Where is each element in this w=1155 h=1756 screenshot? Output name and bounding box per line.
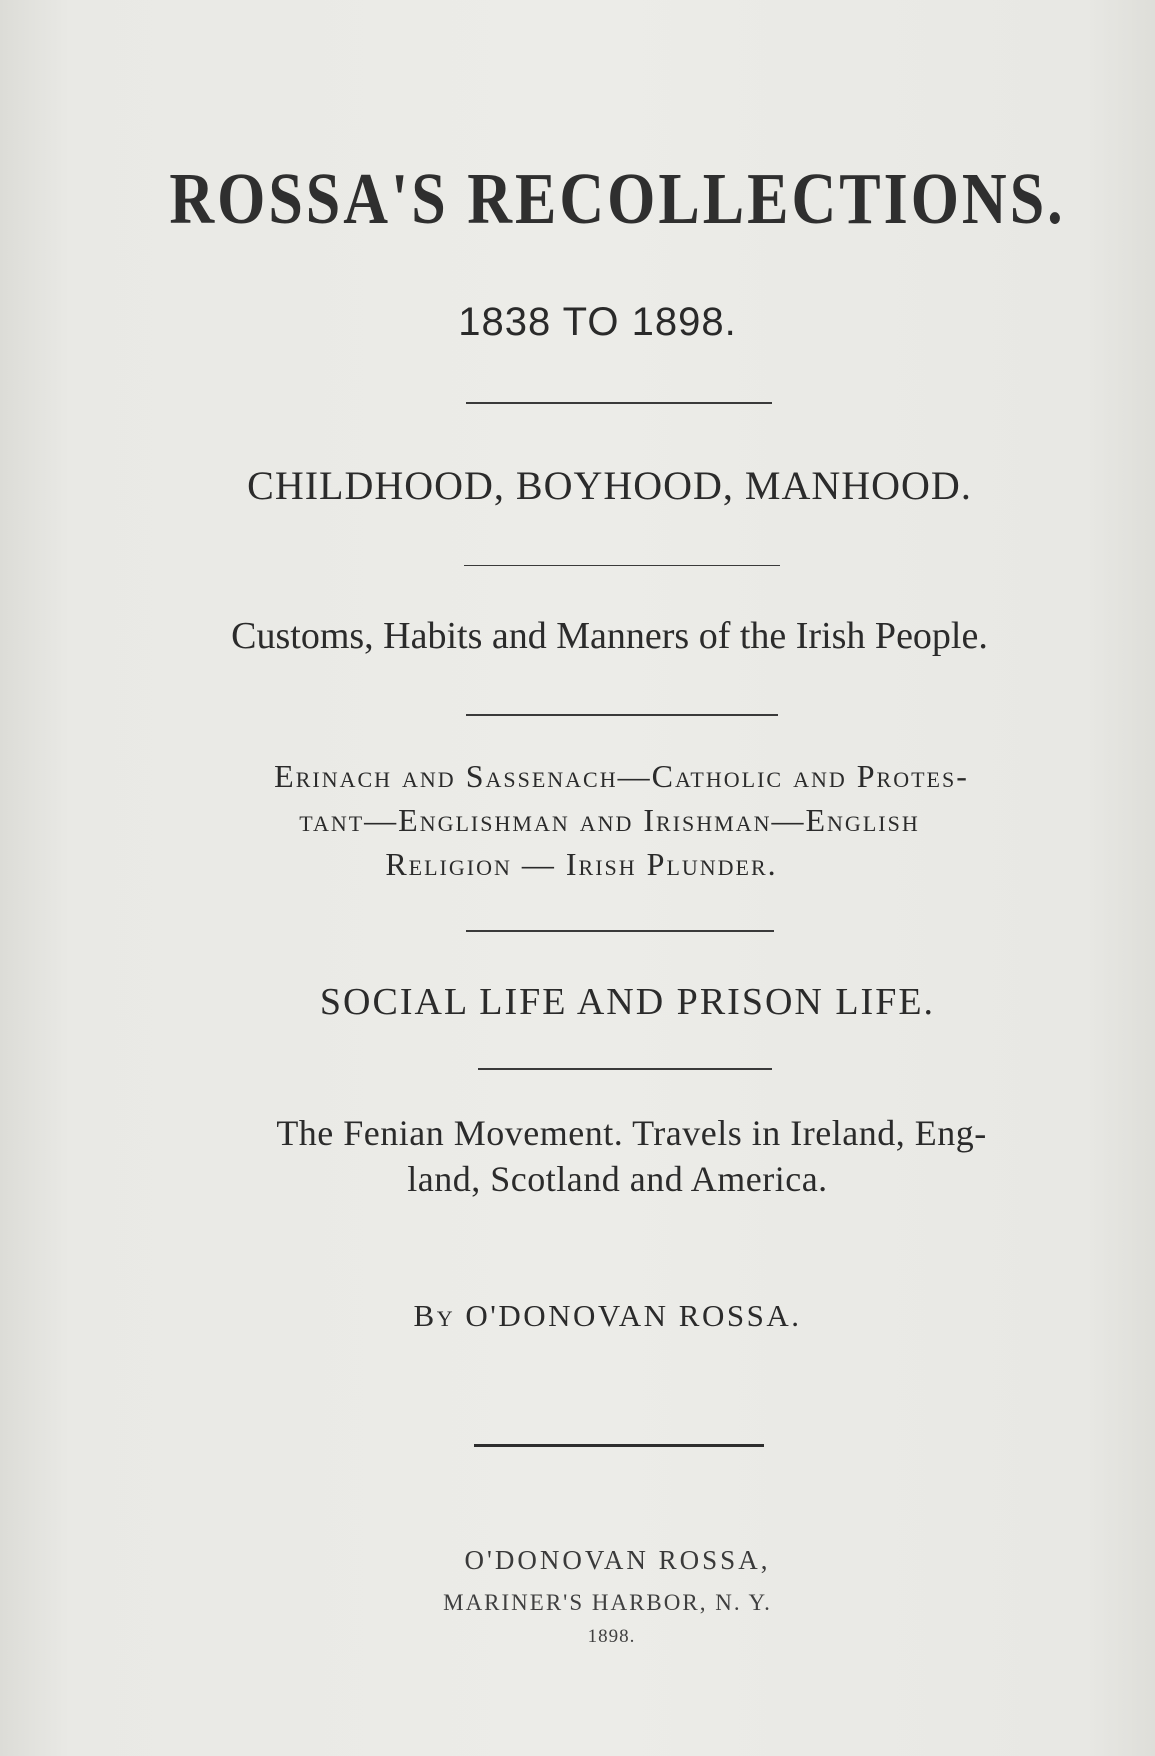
divider-rule	[466, 930, 774, 932]
publisher-place: MARINER'S HARBOR, N. Y.	[443, 1590, 772, 1615]
author-byline: By O'DONOVAN ROSSA.	[413, 1298, 802, 1333]
customs-subtitle: Customs, Habits and Manners of the Irish People.	[231, 615, 988, 657]
life-stages-heading: CHILDHOOD, BOYHOOD, MANHOOD.	[247, 463, 972, 508]
book-title: ROSSA'S RECOLLECTIONS.	[169, 159, 1066, 240]
themes-line-2: tant—Englishman and Irishman—English	[299, 802, 920, 838]
divider-rule	[466, 402, 772, 404]
divider-rule	[478, 1068, 772, 1070]
divider-rule	[466, 714, 778, 716]
social-life-heading: SOCIAL LIFE AND PRISON LIFE.	[319, 981, 936, 1023]
fenian-line-1: The Fenian Movement. Travels in Ireland, Eng-	[276, 1113, 987, 1153]
date-range: 1838 TO 1898.	[458, 300, 737, 344]
divider-rule	[464, 565, 780, 566]
themes-line-1: Erinach and Sassenach—Catholic and Protes-	[274, 758, 969, 794]
fenian-line-2: land, Scotland and America.	[407, 1159, 828, 1199]
publication-year: 1898.	[587, 1626, 636, 1647]
publisher-name: O'DONOVAN ROSSA,	[464, 1545, 771, 1575]
themes-line-3: Religion — Irish Plunder.	[385, 846, 778, 882]
divider-rule	[474, 1444, 764, 1447]
